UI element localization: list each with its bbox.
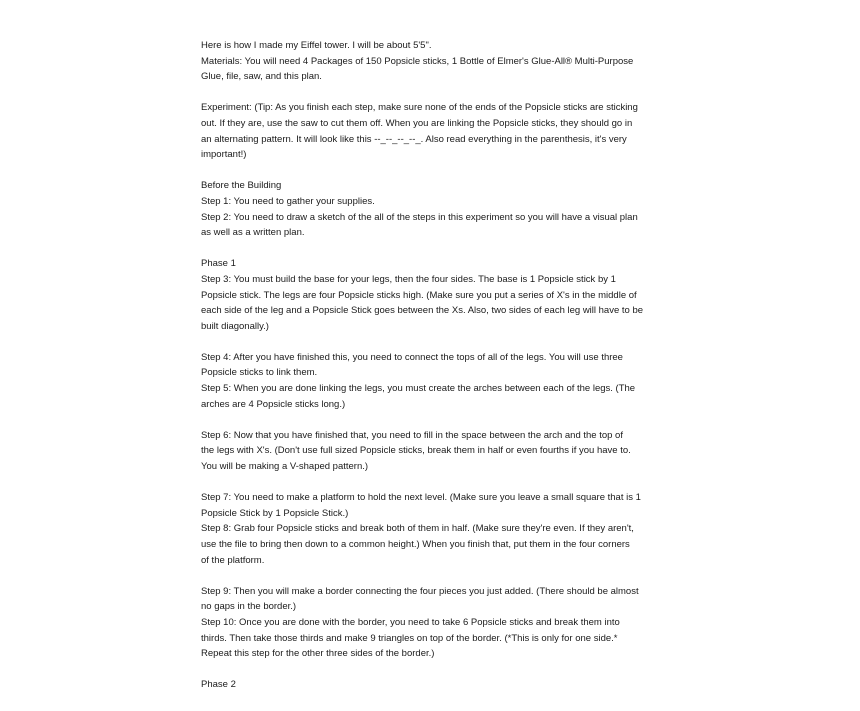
text-line: Step 8: Grab four Popsicle sticks and break both of them in half. (Make sure they're even. If they aren't, [201,523,634,535]
text-line: as well as a written plan. [201,227,305,239]
paragraph [201,100,671,162]
text-line: Before the Building [201,180,282,192]
paragraph [201,350,671,412]
text-line: out. If they are, use the saw to cut them off. When you are linking the Popsicle sticks, they should go in [201,117,633,129]
text-line: Step 5: When you are done linking the legs, you must create the arches between each of the legs. (The [201,383,636,395]
phase-2-heading: Phase 2 [201,679,236,691]
paragraph [201,428,671,475]
paragraph [201,256,671,334]
text-line: Materials: You will need 4 Packages of 150 Popsicle sticks, 1 Bottle of Elmer's Glue-All® Multi-Purpose [201,55,634,67]
text-line: Repeat this step for the other three sides of the border.) [201,648,435,660]
text-line: arches are 4 Popsicle sticks long.) [201,398,346,410]
text-line: Popsicle Stick by 1 Popsicle Stick.) [201,507,349,519]
text-line: no gaps in the border.) [201,601,297,613]
text-line: Step 1: You need to gather your supplies. [201,195,375,207]
text-line: Step 2: You need to draw a sketch of the all of the steps in this experiment so you will have a visual plan [201,211,638,223]
text-line: Here is how I made my Eiffel tower. I will be about 5'5". [201,40,432,51]
text-line: Step 3: You must build the base for your legs, then the four sides. The base is 1 Popsicle stick by 1 [201,273,616,285]
text-line: Popsicle stick. The legs are four Popsicle sticks high. (Make sure you put a series of X's in the middle of [201,289,637,301]
paragraph [201,584,671,662]
text-line: Glue, file, saw, and this plan. [201,71,322,83]
paragraph [201,38,671,85]
text-line: Step 7: You need to make a platform to hold the next level. (Make sure you leave a small square that is 1 [201,492,641,504]
text-line: Step 10: Once you are done with the border, you need to take 6 Popsicle sticks and break them into [201,616,620,628]
paragraph [201,490,671,568]
text-line: each side of the leg and a Popsicle Stick goes between the Xs. Also, two sides of each leg will have to be [201,305,644,317]
text-line: Step 9: Then you will make a border connecting the four pieces you just added. (There should be almost [201,585,639,597]
text-line: thirds. Then take those thirds and make 9 triangles on top of the border. (*This is only for one side.* [201,632,618,644]
text-line: Step 6: Now that you have finished that, you need to fill in the space between the arch and the top of [201,429,623,441]
document-body [201,38,671,693]
text-line: Step 4: After you have finished this, you need to connect the tops of all of the legs. You will use three [201,351,623,363]
text-line: important!) [201,149,247,161]
text-line: an alternating pattern. It will look like this --_--_--_--_. Also read everything in the parenthesis, it's very [201,133,627,145]
text-line: built diagonally.) [201,320,269,332]
text-line: the legs with X's. (Don't use full sized Popsicle sticks, break them in half or even fourths if you have to. [201,445,631,457]
paragraph [201,178,671,240]
text-line: use the file to bring then down to a common height.) When you finish that, put them in the four corners [201,539,630,550]
text-line: Experiment: (Tip: As you finish each step, make sure none of the ends of the Popsicle sticks are sticking [201,102,638,114]
text-line: of the platform. [201,554,265,566]
text-line: You will be making a V-shaped pattern.) [201,461,369,473]
text-line: Phase 1 [201,258,236,270]
text-line: Popsicle sticks to link them. [201,367,318,379]
